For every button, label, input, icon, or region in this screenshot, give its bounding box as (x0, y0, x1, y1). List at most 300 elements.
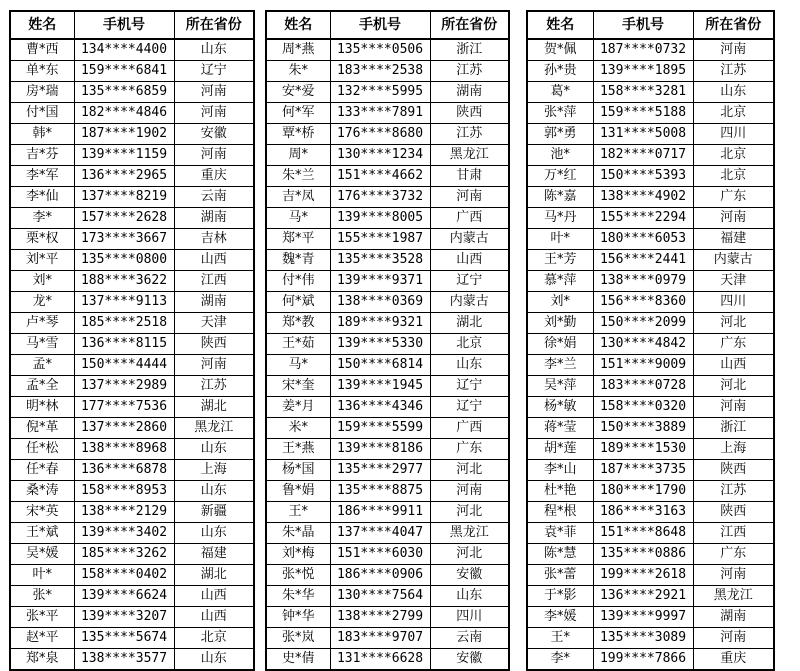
header-row (10, 11, 254, 39)
phone-cell: 137****8219 (74, 187, 174, 208)
phone-cell: 151****8648 (593, 523, 693, 544)
name-cell: 朱* (266, 61, 330, 82)
province-cell: 北京 (174, 628, 254, 649)
name-cell: 郭*勇 (527, 124, 593, 145)
phone-cell: 139****8186 (330, 439, 430, 460)
name-cell: 桑*涛 (10, 481, 74, 502)
name-cell: 刘*勤 (527, 313, 593, 334)
phone-cell: 180****1790 (593, 481, 693, 502)
phone-cell: 138****4902 (593, 187, 693, 208)
name-cell: 葛* (527, 82, 593, 103)
province-cell: 山西 (174, 607, 254, 628)
province-cell: 湖南 (693, 607, 774, 628)
phone-cell: 150****6814 (330, 355, 430, 376)
name-cell: 周*燕 (266, 39, 330, 61)
name-cell: 李*仙 (10, 187, 74, 208)
phone-cell: 150****4444 (74, 355, 174, 376)
name-cell: 李*兰 (527, 355, 593, 376)
table-row (10, 376, 254, 397)
name-cell: 程*根 (527, 502, 593, 523)
name-cell: 卢*琴 (10, 313, 74, 334)
name-cell: 栗*权 (10, 229, 74, 250)
name-cell: 袁*菲 (527, 523, 593, 544)
name-cell: 明*林 (10, 397, 74, 418)
province-cell: 河北 (430, 502, 509, 523)
name-cell: 刘* (10, 271, 74, 292)
name-cell: 朱*晶 (266, 523, 330, 544)
name-cell: 王* (266, 502, 330, 523)
phone-cell: 139****1895 (593, 61, 693, 82)
phone-header: 手机号 (593, 11, 693, 39)
phone-cell: 158****0320 (593, 397, 693, 418)
province-cell: 湖南 (430, 82, 509, 103)
province-cell: 山东 (430, 355, 509, 376)
name-cell: 刘*平 (10, 250, 74, 271)
phone-cell: 139****3402 (74, 523, 174, 544)
province-cell: 吉林 (174, 229, 254, 250)
phone-cell: 135****2977 (330, 460, 430, 481)
province-cell: 北京 (693, 166, 774, 187)
province-cell: 陕西 (430, 103, 509, 124)
table-row (266, 439, 509, 460)
province-cell: 黑龙江 (174, 418, 254, 439)
phone-cell: 137****9113 (74, 292, 174, 313)
table-row (266, 187, 509, 208)
table-row (10, 229, 254, 250)
name-cell: 刘* (527, 292, 593, 313)
name-cell: 李* (10, 208, 74, 229)
province-cell: 北京 (693, 145, 774, 166)
province-cell: 黑龙江 (430, 523, 509, 544)
province-cell: 山西 (174, 250, 254, 271)
table-row (10, 565, 254, 586)
table-row (266, 649, 509, 671)
table-row (266, 418, 509, 439)
table-row (10, 271, 254, 292)
province-cell: 河南 (693, 565, 774, 586)
province-cell: 河北 (430, 460, 509, 481)
name-cell: 倪*革 (10, 418, 74, 439)
phone-header: 手机号 (74, 11, 174, 39)
table-row (266, 334, 509, 355)
phone-cell: 131****5008 (593, 124, 693, 145)
table-row (266, 586, 509, 607)
table-row (527, 82, 774, 103)
table-row (10, 61, 254, 82)
name-cell: 叶* (10, 565, 74, 586)
province-cell: 内蒙古 (430, 292, 509, 313)
phone-cell: 185****2518 (74, 313, 174, 334)
province-cell: 福建 (174, 544, 254, 565)
table-row (527, 544, 774, 565)
province-cell: 山东 (174, 39, 254, 61)
province-cell: 江西 (174, 271, 254, 292)
table-row (266, 229, 509, 250)
phone-cell: 159****5599 (330, 418, 430, 439)
province-cell: 四川 (693, 292, 774, 313)
phone-cell: 158****0402 (74, 565, 174, 586)
name-cell: 龙* (10, 292, 74, 313)
table-row (10, 82, 254, 103)
header-row (527, 11, 774, 39)
name-cell: 李*媛 (527, 607, 593, 628)
table-row (266, 628, 509, 649)
name-cell: 孟*全 (10, 376, 74, 397)
table-row (10, 208, 254, 229)
name-cell: 房*瑞 (10, 82, 74, 103)
province-cell: 北京 (430, 334, 509, 355)
name-cell: 慕*萍 (527, 271, 593, 292)
phone-cell: 139****1945 (330, 376, 430, 397)
phone-cell: 136****2965 (74, 166, 174, 187)
province-cell: 重庆 (174, 166, 254, 187)
table-row (527, 649, 774, 671)
name-cell: 姜*月 (266, 397, 330, 418)
province-cell: 天津 (693, 271, 774, 292)
name-cell: 米* (266, 418, 330, 439)
province-cell: 云南 (174, 187, 254, 208)
name-cell: 胡*莲 (527, 439, 593, 460)
phone-cell: 177****7536 (74, 397, 174, 418)
phone-cell: 136****4346 (330, 397, 430, 418)
phone-cell: 186****0906 (330, 565, 430, 586)
phone-cell: 156****2441 (593, 250, 693, 271)
name-cell: 万*红 (527, 166, 593, 187)
phone-cell: 130****1234 (330, 145, 430, 166)
name-cell: 宋*奎 (266, 376, 330, 397)
province-cell: 陕西 (693, 502, 774, 523)
phone-cell: 130****7564 (330, 586, 430, 607)
table-row (266, 544, 509, 565)
header-row (266, 11, 509, 39)
name-cell: 孟* (10, 355, 74, 376)
phone-cell: 159****5188 (593, 103, 693, 124)
province-cell: 河南 (430, 187, 509, 208)
table-row (266, 607, 509, 628)
name-cell: 王* (527, 628, 593, 649)
name-cell: 蒋*莹 (527, 418, 593, 439)
province-cell: 内蒙古 (693, 250, 774, 271)
name-cell: 钟*华 (266, 607, 330, 628)
phone-cell: 139****1159 (74, 145, 174, 166)
phone-cell: 150****3889 (593, 418, 693, 439)
phone-cell: 158****8953 (74, 481, 174, 502)
name-cell: 何*斌 (266, 292, 330, 313)
province-cell: 山东 (430, 586, 509, 607)
table-row (10, 481, 254, 502)
contact-table-1 (9, 10, 255, 671)
name-cell: 于*影 (527, 586, 593, 607)
name-cell: 王*燕 (266, 439, 330, 460)
table-row (10, 628, 254, 649)
name-cell: 吴*萍 (527, 376, 593, 397)
name-cell: 王*斌 (10, 523, 74, 544)
name-cell: 李*军 (10, 166, 74, 187)
province-cell: 浙江 (430, 39, 509, 61)
phone-cell: 180****6053 (593, 229, 693, 250)
province-cell: 河南 (174, 145, 254, 166)
table-row (527, 481, 774, 502)
phone-cell: 186****9911 (330, 502, 430, 523)
phone-header: 手机号 (330, 11, 430, 39)
province-cell: 河北 (693, 313, 774, 334)
phone-cell: 134****4400 (74, 39, 174, 61)
phone-cell: 130****4842 (593, 334, 693, 355)
phone-cell: 135****5674 (74, 628, 174, 649)
name-cell: 鲁*娟 (266, 481, 330, 502)
phone-cell: 135****3528 (330, 250, 430, 271)
name-cell: 曹*西 (10, 39, 74, 61)
phone-cell: 138****0979 (593, 271, 693, 292)
province-cell: 湖南 (174, 208, 254, 229)
province-cell: 山西 (430, 250, 509, 271)
phone-cell: 138****8968 (74, 439, 174, 460)
phone-cell: 138****3577 (74, 649, 174, 671)
table-row (10, 586, 254, 607)
phone-cell: 135****0886 (593, 544, 693, 565)
province-cell: 辽宁 (430, 376, 509, 397)
province-cell: 河南 (693, 628, 774, 649)
name-cell: 张*悦 (266, 565, 330, 586)
table-row (527, 250, 774, 271)
phone-cell: 176****8680 (330, 124, 430, 145)
province-cell: 江苏 (174, 376, 254, 397)
phone-cell: 189****9321 (330, 313, 430, 334)
province-cell: 湖北 (174, 397, 254, 418)
table-row (10, 439, 254, 460)
table-row (266, 355, 509, 376)
table-row (266, 271, 509, 292)
table-row (10, 145, 254, 166)
table-row (527, 418, 774, 439)
name-cell: 陈*嘉 (527, 187, 593, 208)
province-cell: 山东 (174, 523, 254, 544)
phone-cell: 199****7866 (593, 649, 693, 671)
table-row (527, 39, 774, 61)
table-row (10, 250, 254, 271)
table-row (266, 208, 509, 229)
name-cell: 朱*兰 (266, 166, 330, 187)
province-header: 所在省份 (693, 11, 774, 39)
name-cell: 杨*敏 (527, 397, 593, 418)
table-row (527, 61, 774, 82)
name-cell: 郑*泉 (10, 649, 74, 671)
phone-cell: 136****6878 (74, 460, 174, 481)
phone-cell: 157****2628 (74, 208, 174, 229)
province-cell: 天津 (174, 313, 254, 334)
name-cell: 朱*华 (266, 586, 330, 607)
phone-cell: 139****3207 (74, 607, 174, 628)
name-cell: 张*平 (10, 607, 74, 628)
table-row (266, 166, 509, 187)
table-row (527, 229, 774, 250)
phone-cell: 136****8115 (74, 334, 174, 355)
phone-cell: 186****3163 (593, 502, 693, 523)
province-cell: 安徽 (174, 124, 254, 145)
phone-cell: 135****6859 (74, 82, 174, 103)
table-row (527, 355, 774, 376)
phone-cell: 187****1902 (74, 124, 174, 145)
name-cell: 单*东 (10, 61, 74, 82)
phone-cell: 138****2129 (74, 502, 174, 523)
table-row (10, 166, 254, 187)
table-row (10, 418, 254, 439)
table-row (527, 607, 774, 628)
province-cell: 广东 (693, 544, 774, 565)
name-cell: 杜*艳 (527, 481, 593, 502)
table-row (527, 187, 774, 208)
province-cell: 北京 (693, 103, 774, 124)
table-row (527, 439, 774, 460)
province-cell: 河北 (693, 376, 774, 397)
province-cell: 河南 (430, 481, 509, 502)
phone-cell: 139****9371 (330, 271, 430, 292)
province-cell: 陕西 (693, 460, 774, 481)
name-cell: 赵*平 (10, 628, 74, 649)
phone-cell: 135****0800 (74, 250, 174, 271)
name-cell: 韩* (10, 124, 74, 145)
province-cell: 上海 (174, 460, 254, 481)
phone-cell: 158****3281 (593, 82, 693, 103)
province-cell: 黑龙江 (430, 145, 509, 166)
province-cell: 辽宁 (430, 271, 509, 292)
name-cell: 马*丹 (527, 208, 593, 229)
phone-cell: 139****9997 (593, 607, 693, 628)
table-row (527, 502, 774, 523)
name-cell: 陈*慧 (527, 544, 593, 565)
name-cell: 马* (266, 355, 330, 376)
name-cell: 张* (10, 586, 74, 607)
name-cell: 周* (266, 145, 330, 166)
province-cell: 江苏 (430, 124, 509, 145)
phone-cell: 138****2799 (330, 607, 430, 628)
phone-cell: 136****2921 (593, 586, 693, 607)
province-cell: 河南 (174, 355, 254, 376)
phone-cell: 188****3622 (74, 271, 174, 292)
province-cell: 新疆 (174, 502, 254, 523)
table-row (266, 523, 509, 544)
province-cell: 内蒙古 (430, 229, 509, 250)
table-row (10, 523, 254, 544)
province-cell: 江苏 (430, 61, 509, 82)
phone-cell: 156****8360 (593, 292, 693, 313)
name-cell: 叶* (527, 229, 593, 250)
province-cell: 辽宁 (430, 397, 509, 418)
province-cell: 江苏 (693, 481, 774, 502)
phone-cell: 151****6030 (330, 544, 430, 565)
table-row (527, 523, 774, 544)
table-row (527, 145, 774, 166)
province-cell: 湖南 (174, 292, 254, 313)
province-cell: 广东 (430, 439, 509, 460)
province-cell: 湖北 (430, 313, 509, 334)
province-cell: 甘肃 (430, 166, 509, 187)
table-row (527, 292, 774, 313)
table-row (527, 565, 774, 586)
phone-cell: 182****4846 (74, 103, 174, 124)
table-row (527, 271, 774, 292)
province-cell: 广西 (430, 418, 509, 439)
province-header: 所在省份 (430, 11, 509, 39)
phone-cell: 139****5330 (330, 334, 430, 355)
province-cell: 黑龙江 (693, 586, 774, 607)
name-cell: 王*芳 (527, 250, 593, 271)
table-row (10, 292, 254, 313)
province-cell: 浙江 (693, 418, 774, 439)
table-row (527, 166, 774, 187)
table-row (10, 124, 254, 145)
name-cell: 何*军 (266, 103, 330, 124)
contact-table-3 (526, 10, 775, 671)
name-cell: 任*松 (10, 439, 74, 460)
name-cell: 徐*娟 (527, 334, 593, 355)
province-cell: 山东 (174, 481, 254, 502)
table-row (266, 460, 509, 481)
phone-cell: 135****3089 (593, 628, 693, 649)
table-row (266, 376, 509, 397)
phone-cell: 135****8875 (330, 481, 430, 502)
name-cell: 杨*国 (266, 460, 330, 481)
name-cell: 覃*桥 (266, 124, 330, 145)
province-cell: 重庆 (693, 649, 774, 671)
table-row (527, 586, 774, 607)
phone-cell: 139****6624 (74, 586, 174, 607)
table-row (266, 39, 509, 61)
name-cell: 吉*凤 (266, 187, 330, 208)
phone-cell: 183****9707 (330, 628, 430, 649)
table-row (266, 481, 509, 502)
province-cell: 广东 (693, 334, 774, 355)
name-cell: 王*茹 (266, 334, 330, 355)
table-row (266, 502, 509, 523)
table-row (266, 292, 509, 313)
name-cell: 吉*芬 (10, 145, 74, 166)
province-header: 所在省份 (174, 11, 254, 39)
province-cell: 河南 (174, 82, 254, 103)
table-row (10, 397, 254, 418)
phone-cell: 132****5995 (330, 82, 430, 103)
phone-cell: 137****4047 (330, 523, 430, 544)
table-row (10, 544, 254, 565)
province-cell: 湖北 (174, 565, 254, 586)
phone-cell: 138****0369 (330, 292, 430, 313)
province-cell: 广东 (693, 187, 774, 208)
province-cell: 陕西 (174, 334, 254, 355)
province-cell: 河南 (693, 208, 774, 229)
phone-cell: 185****3262 (74, 544, 174, 565)
table-row (10, 39, 254, 61)
table-row (266, 397, 509, 418)
name-cell: 魏*青 (266, 250, 330, 271)
name-cell: 张*蕾 (527, 565, 593, 586)
name-cell: 张*萍 (527, 103, 593, 124)
table-row (527, 124, 774, 145)
name-header: 姓名 (10, 11, 74, 39)
phone-cell: 187****0732 (593, 39, 693, 61)
province-cell: 安徽 (430, 649, 509, 671)
phone-cell: 155****2294 (593, 208, 693, 229)
phone-cell: 135****0506 (330, 39, 430, 61)
name-cell: 史*倩 (266, 649, 330, 671)
province-cell: 山西 (693, 355, 774, 376)
phone-cell: 139****8005 (330, 208, 430, 229)
phone-cell: 151****4662 (330, 166, 430, 187)
phone-cell: 189****1530 (593, 439, 693, 460)
phone-cell: 133****7891 (330, 103, 430, 124)
name-cell: 安*爱 (266, 82, 330, 103)
province-cell: 安徽 (430, 565, 509, 586)
table-row (10, 103, 254, 124)
